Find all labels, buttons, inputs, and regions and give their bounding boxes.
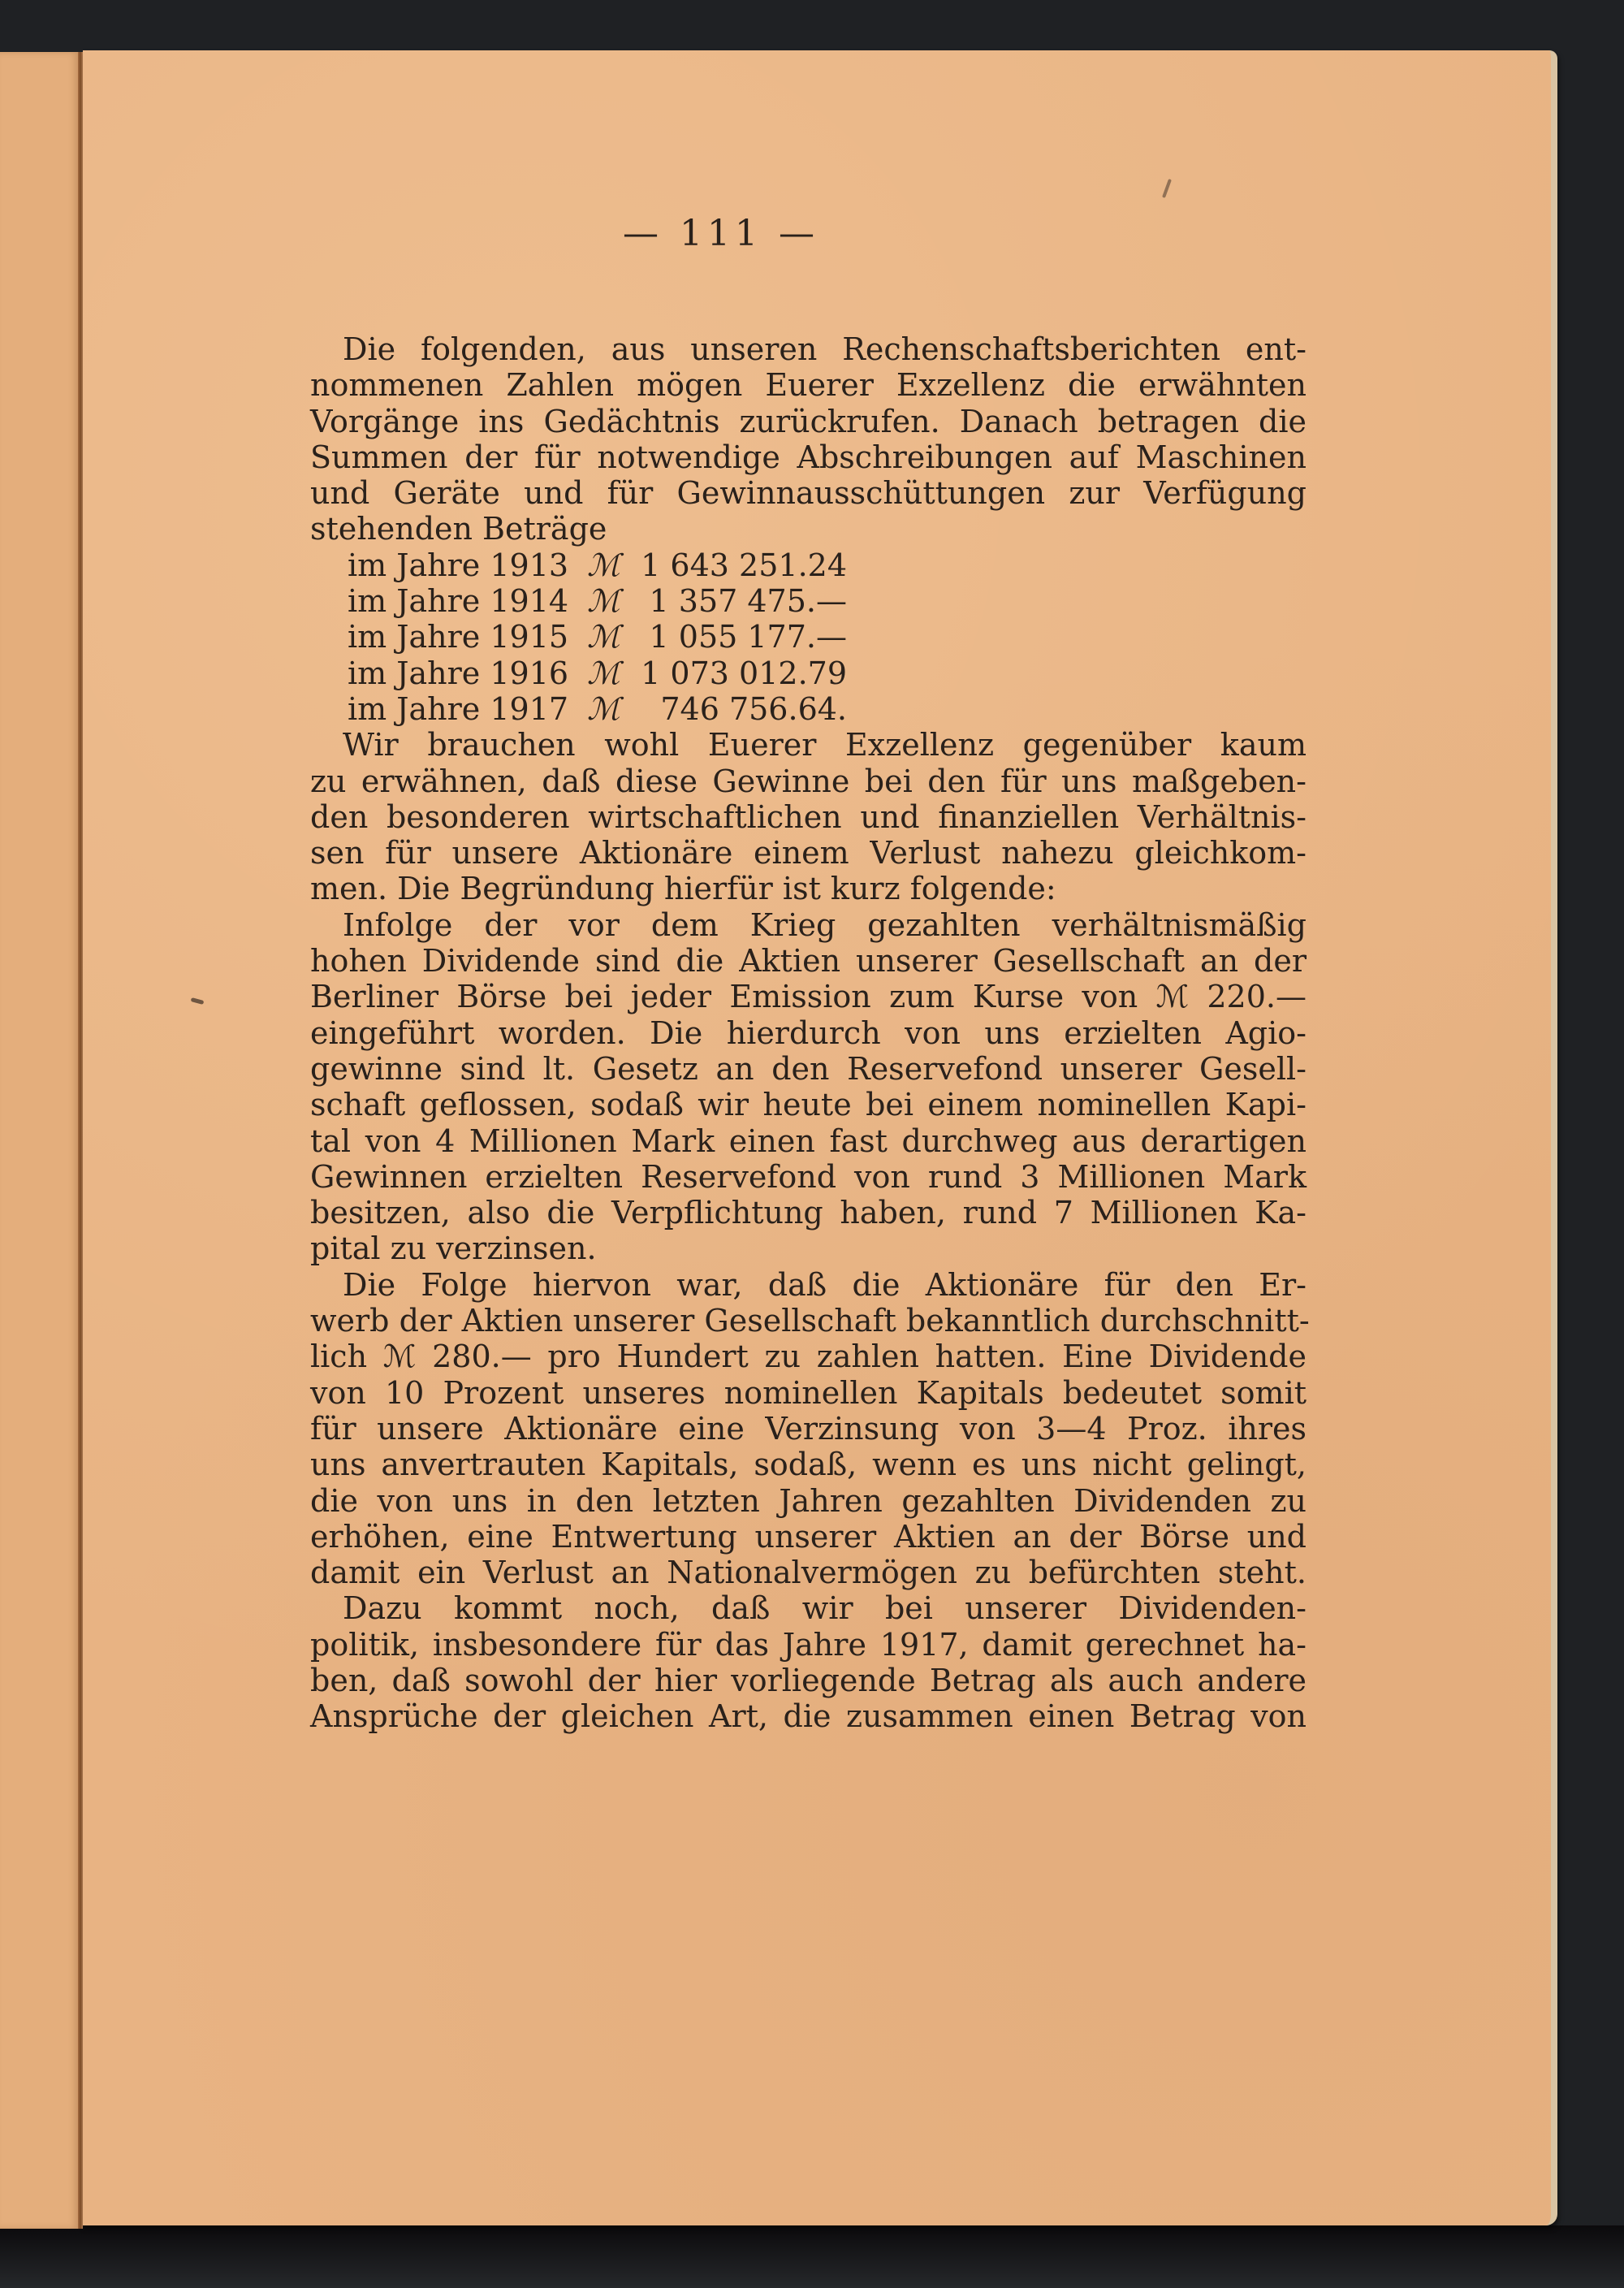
margin-pencil-mark — [1162, 179, 1172, 198]
paragraph-3 — [310, 907, 1307, 1267]
year-label: im Jahre 1914 — [348, 583, 569, 620]
year-label: im Jahre 1915 — [348, 619, 569, 655]
text-line: zu erwähnen, daß diese Gewinne bei den für uns maßgeben- — [310, 763, 1307, 799]
text-line: hohen Dividende sind die Aktien unserer Gesellschaft an der — [310, 943, 1307, 980]
text-line: tal von 4 Millionen Mark einen fast durchweg aus derartigen — [310, 1122, 1307, 1159]
text-line: Die Folge hiervon war, daß die Aktionäre für den Er- — [343, 1266, 1307, 1303]
text-line: Wir brauchen wohl Euerer Exzellenz gegenüber kaum — [343, 727, 1307, 763]
text-line: schaft geflossen, sodaß wir heute bei einem nominellen Kapi- — [310, 1087, 1307, 1123]
text-line: nommenen Zahlen mögen Euerer Exzellenz die erwähnten — [310, 367, 1307, 404]
text-line: von 10 Prozent unseres nominellen Kapitals bedeutet somit — [310, 1374, 1307, 1411]
text-line: lich ℳ 280.— pro Hundert zu zahlen hatten. Eine Dividende — [310, 1339, 1307, 1375]
text-line: damit ein Verlust an Nationalvermögen zu befürchten steht. — [310, 1555, 1307, 1591]
paragraph-5 — [310, 1590, 1307, 1734]
text-line: werb der Aktien unserer Gesellschaft bekanntlich durchschnitt- — [310, 1303, 1310, 1339]
text-line: Summen der für notwendige Abschreibungen auf Maschinen — [310, 439, 1307, 475]
text-line: Dazu kommt noch, daß wir bei unserer Dividenden- — [343, 1590, 1307, 1627]
mark-currency-symbol: ℳ — [587, 619, 620, 655]
table-row — [310, 547, 1307, 583]
text-line: Ansprüche der gleichen Art, die zusammen einen Betrag von — [310, 1698, 1307, 1735]
mark-currency-symbol: ℳ — [587, 547, 620, 583]
text-line: den besonderen wirtschaftlichen und finanziellen Verhältnis- — [310, 798, 1307, 835]
text-line: für unsere Aktionäre eine Verzinsung von 3—4 Proz. ihres — [310, 1410, 1307, 1447]
previous-page-edge — [0, 52, 80, 2229]
text-line: men. Die Begründung hierfür ist kurz folgende: — [310, 871, 1056, 907]
table-row — [310, 619, 1307, 655]
text-line: pital zu verzinsen. — [310, 1231, 597, 1267]
text-line: Gewinnen erzielten Reservefond von rund 3 Millionen Mark — [310, 1158, 1307, 1195]
text-line: eingeführt worden. Die hierdurch von uns erzielten Agio- — [310, 1014, 1307, 1051]
amount-value: 1 073 012.79 — [641, 655, 847, 691]
mark-currency-symbol: ℳ — [587, 583, 620, 620]
amount-value: 746 756.64. — [660, 690, 847, 727]
mark-currency-symbol: ℳ — [587, 690, 620, 727]
text-line: die von uns in den letzten Jahren gezahlten Dividenden zu — [310, 1482, 1307, 1519]
text-line: stehenden Beträge — [310, 511, 607, 547]
margin-dash-mark — [191, 997, 205, 1005]
book-page — [83, 50, 1557, 2225]
text-line: Infolge der vor dem Krieg gezahlten verhältnismäßig — [343, 906, 1307, 943]
table-row — [310, 655, 1307, 691]
year-label: im Jahre 1913 — [348, 547, 569, 583]
paragraph-1 — [310, 331, 1307, 547]
table-row — [310, 583, 1307, 619]
text-line: Berliner Börse bei jeder Emission zum Kurse von ℳ 220.— — [310, 979, 1307, 1015]
text-line: besitzen, also die Verpflichtung haben, rund 7 Millionen Ka- — [310, 1195, 1307, 1231]
amount-value: 1 357 475.— — [649, 583, 847, 620]
text-line: erhöhen, eine Entwertung unserer Aktien an der Börse und — [310, 1518, 1307, 1555]
table-row — [310, 691, 1307, 727]
scan-backdrop — [0, 2225, 1624, 2288]
text-line: politik, insbesondere für das Jahre 1917, damit gerechnet ha- — [310, 1626, 1307, 1663]
body-text — [310, 331, 1310, 1735]
text-line: sen für unsere Aktionäre einem Verlust nahezu gleichkom- — [310, 835, 1307, 872]
paragraph-2 — [310, 727, 1307, 906]
text-line: und Geräte und für Gewinnausschüttungen zur Verfügung — [310, 475, 1307, 512]
page-number: — 111 — — [623, 213, 819, 254]
amount-value: 1 055 177.— — [649, 619, 847, 655]
amount-value: 1 643 251.24 — [641, 547, 847, 583]
text-line: gewinne sind lt. Gesetz an den Reservefond unserer Gesell- — [310, 1050, 1307, 1087]
year-label: im Jahre 1916 — [348, 655, 569, 691]
paragraph-4 — [310, 1266, 1310, 1591]
text-line: uns anvertrauten Kapitals, sodaß, wenn es uns nicht gelingt, — [310, 1447, 1307, 1483]
text-line: Die folgenden, aus unseren Rechenschaftsberichten ent- — [343, 331, 1307, 367]
year-label: im Jahre 1917 — [348, 690, 569, 727]
text-line: ben, daß sowohl der hier vorliegende Betrag als auch andere — [310, 1662, 1307, 1698]
text-line: Vorgänge ins Gedächtnis zurückrufen. Danach betragen die — [310, 403, 1307, 439]
mark-currency-symbol: ℳ — [587, 655, 620, 691]
amounts-table — [310, 547, 1307, 727]
